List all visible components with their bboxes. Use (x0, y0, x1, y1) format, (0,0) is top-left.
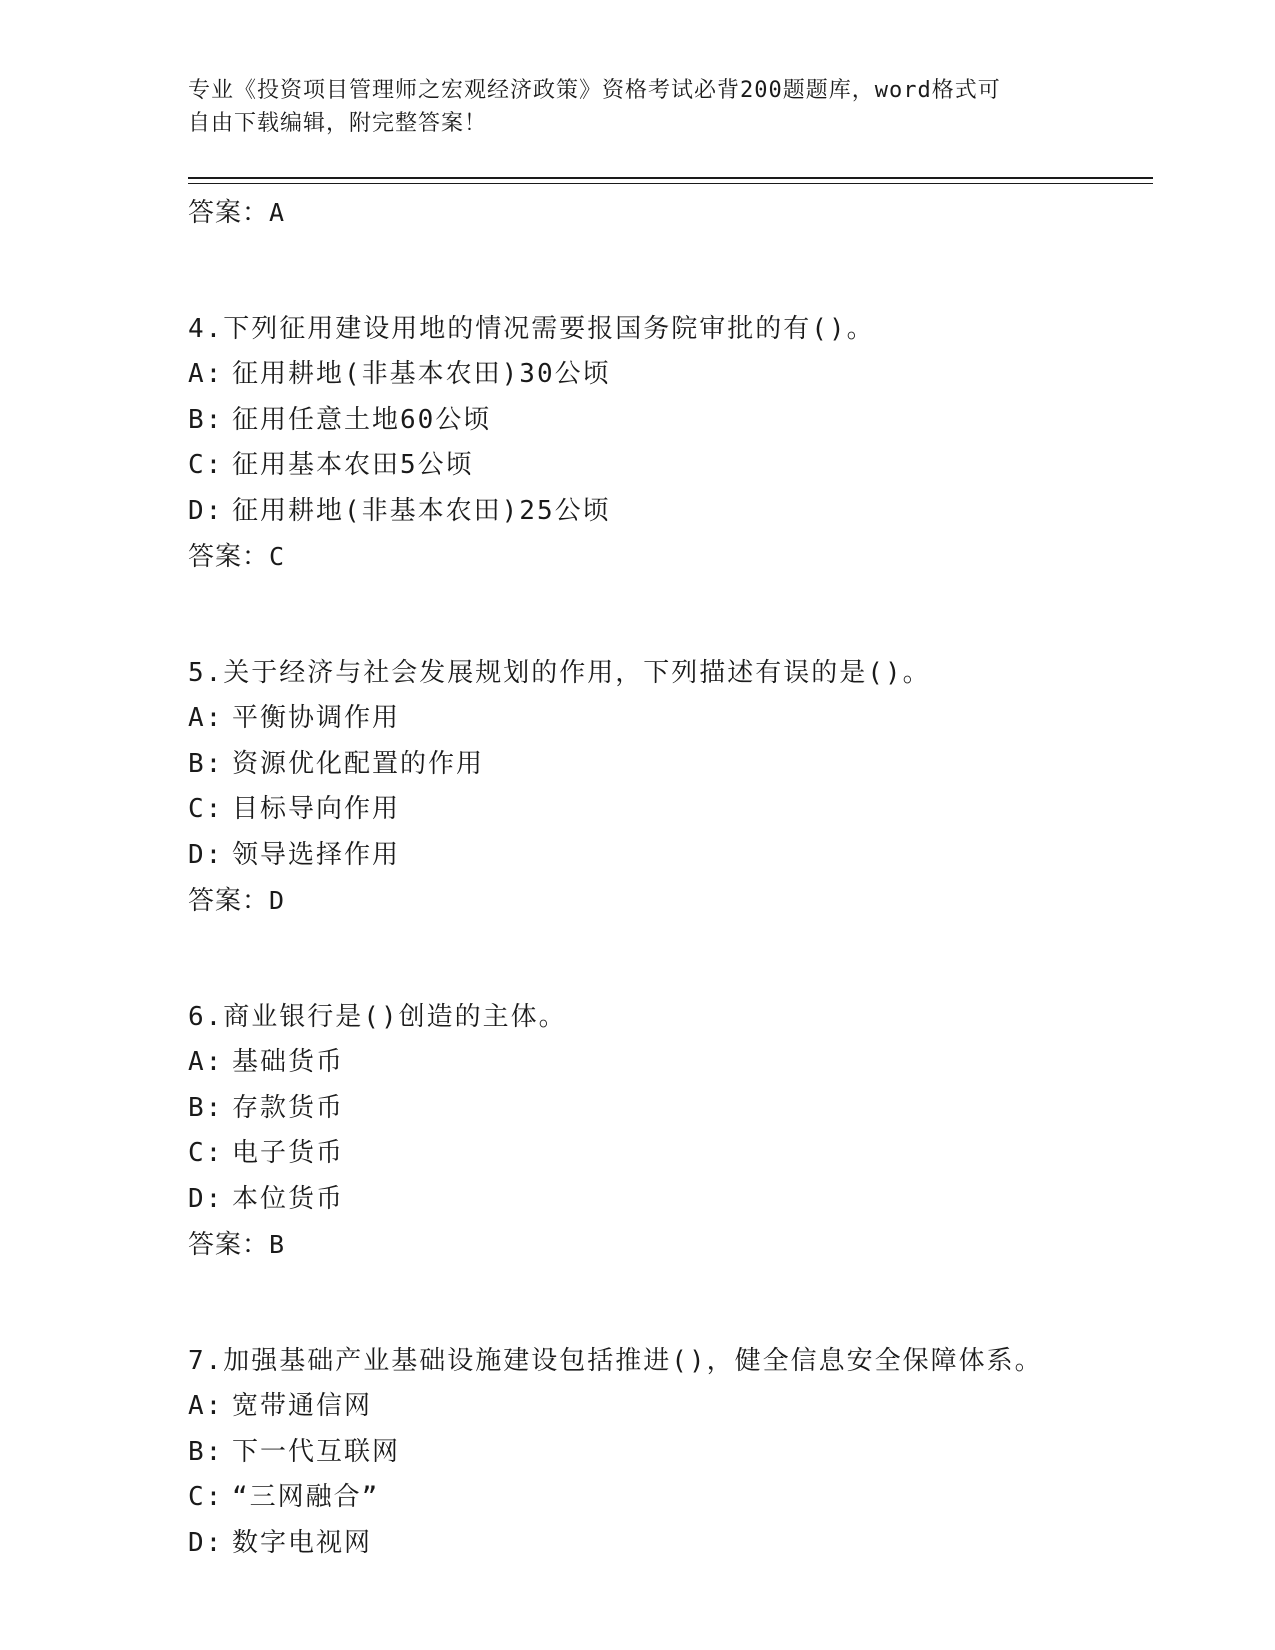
option-key: B: (188, 404, 224, 435)
answer-label: 答案： (188, 1230, 270, 1260)
option-b (188, 1430, 1148, 1476)
option-text: 本位货币 (232, 1183, 345, 1214)
answer-value: B (269, 1230, 286, 1259)
option-text: 基础货币 (232, 1047, 345, 1077)
answer-value: A (269, 198, 286, 227)
option-key: B: (188, 1092, 224, 1123)
option-key: C: (188, 1138, 224, 1168)
option-key: D: (188, 1183, 224, 1214)
question-item (188, 995, 1148, 1267)
answer-line (188, 534, 1148, 579)
header-rule-thick (188, 177, 1153, 179)
question-text: 5.关于经济与社会发展规划的作用，下列描述有误的是()。 (188, 658, 931, 688)
option-text: “三网融合” (232, 1482, 380, 1512)
option-key: C: (188, 794, 224, 824)
option-key: B: (188, 748, 224, 779)
option-text: 征用任意土地60公顷 (232, 404, 492, 435)
answer-label: 答案： (188, 198, 270, 228)
header-line-2: 自由下载编辑，附完整答案！ (188, 111, 488, 136)
header-rule-thin (188, 183, 1153, 184)
option-key: D: (188, 1527, 224, 1558)
option-c (188, 1475, 1148, 1521)
answer-line (188, 1222, 1148, 1267)
question-text: 6.商业银行是()创造的主体。 (188, 1002, 567, 1032)
document-header (188, 74, 1088, 140)
question-item (188, 651, 1148, 923)
question-text: 4.下列征用建设用地的情况需要报国务院审批的有()。 (188, 314, 875, 344)
answer-line (188, 878, 1148, 923)
option-text: 征用耕地(非基本农田)25公顷 (232, 495, 611, 526)
option-b (188, 398, 1148, 444)
option-b (188, 1086, 1148, 1132)
option-d (188, 833, 1148, 879)
option-key: B: (188, 1436, 224, 1467)
header-line-1: 专业《投资项目管理师之宏观经济政策》资格考试必背200题题库，word格式可 (188, 78, 1001, 103)
question-list (188, 190, 1148, 1566)
answer-label: 答案： (188, 542, 270, 572)
answer-value: D (269, 886, 286, 915)
option-key: A: (188, 1391, 224, 1421)
option-text: 征用基本农田5公顷 (232, 450, 474, 480)
option-d (188, 1521, 1148, 1567)
option-text: 宽带通信网 (232, 1391, 373, 1421)
option-text: 目标导向作用 (232, 794, 401, 824)
option-key: D: (188, 495, 224, 526)
option-text: 领导选择作用 (232, 839, 401, 870)
option-a (188, 1384, 1148, 1430)
option-text: 征用耕地(非基本农田)30公顷 (232, 359, 611, 389)
answer-label: 答案： (188, 886, 270, 916)
option-key: D: (188, 839, 224, 870)
option-c (188, 443, 1148, 489)
option-text: 资源优化配置的作用 (232, 748, 485, 779)
option-a (188, 352, 1148, 398)
option-text: 下一代互联网 (232, 1436, 401, 1467)
option-key: A: (188, 703, 224, 733)
option-text: 存款货币 (232, 1092, 345, 1123)
option-key: C: (188, 450, 224, 480)
option-key: A: (188, 359, 224, 389)
option-text: 数字电视网 (232, 1527, 373, 1558)
option-b (188, 742, 1148, 788)
option-key: C: (188, 1482, 224, 1512)
question-item (188, 1339, 1148, 1566)
option-a (188, 1040, 1148, 1086)
option-d (188, 1177, 1148, 1223)
option-c (188, 787, 1148, 833)
option-text: 平衡协调作用 (232, 703, 401, 733)
answer-line (188, 190, 1148, 235)
question-item (188, 307, 1148, 579)
option-d (188, 489, 1148, 535)
question-text: 7.加强基础产业基础设施建设包括推进()，健全信息安全保障体系。 (188, 1346, 1043, 1376)
option-a (188, 696, 1148, 742)
option-c (188, 1131, 1148, 1177)
answer-value: C (269, 542, 286, 571)
option-key: A: (188, 1047, 224, 1077)
option-text: 电子货币 (232, 1138, 345, 1168)
